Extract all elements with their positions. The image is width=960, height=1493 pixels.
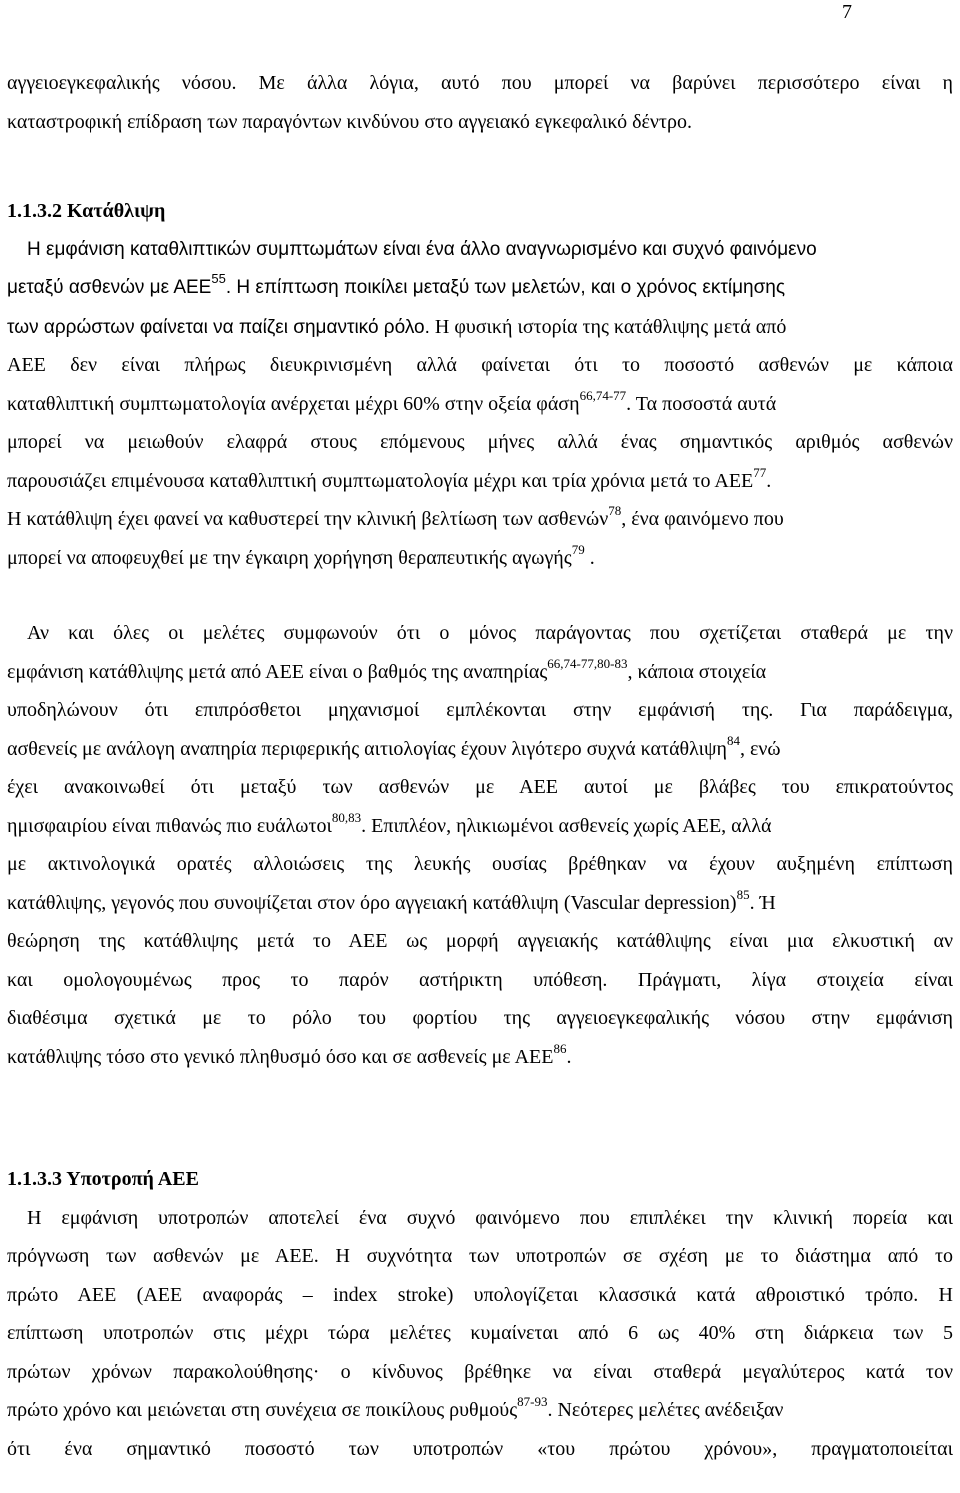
text-line: πρόγνωση των ασθενών με ΑΕΕ. Η συχνότητα των υποτροπών σε σχέση με το διάστημα από το [7, 1245, 953, 1267]
text-line: μπορεί να αποφευχθεί με την έγκαιρη χορήγηση θεραπευτικής αγωγής$^{79}$ . [7, 541, 595, 569]
text-line: πρώτων χρόνων παρακολούθησης· ο κίνδυνος βρέθηκε να είναι σταθερά μεγαλύτερος κατά τον [7, 1360, 953, 1383]
citation: 78 [608, 503, 622, 518]
citation: 80,83 [331, 809, 362, 825]
text-line: υποδηλώνουν ότι επιπρόσθετοι μηχανισμοί εμπλέκονται στην εμφάνισή της. Για παράδειγμα, [7, 699, 953, 721]
text-line: των αρρώστων φαίνεται να παίζει σημαντικό ρόλο. Η φυσική ιστορία της κατάθλιψης μετά από [7, 315, 787, 338]
text-line: ημισφαιρίου είναι πιθανώς πιο ευάλωτοι$^{80,83}$. Επιπλέον, ηλικιωμένοι ασθενείς χωρίς ΑΕΕ, αλλά [7, 809, 772, 837]
text-line: κατάθλιψης τόσο στο γενικό πληθυσμό όσο και σε ασθενείς με ΑΕΕ$^{86}$. [7, 1040, 572, 1068]
text-line: θεώρηση της κατάθλιψης μετά το ΑΕΕ ως μορφή αγγειακής κατάθλιψης είναι μια ελκυστική αν [7, 930, 953, 952]
text-line: ασθενείς με ανάλογη αναπηρία περιφερικής αιτιολογίας έχουν λιγότερο συχνά κατάθλιψη$^{84}$, ενώ [7, 732, 781, 760]
citation: 55 [211, 271, 226, 286]
text-line: έχει ανακοινωθεί ότι μεταξύ των ασθενών με ΑΕΕ αυτοί με βλάβες του επικρατούντος [7, 776, 953, 798]
text-line: Αν και όλες οι μελέτες συμφωνούν ότι ο μόνος παράγοντας που σχετίζεται σταθερά με την [27, 622, 953, 644]
section-heading: 1.1.3.3 Υποτροπή ΑΕΕ [7, 1168, 199, 1190]
citation: 86 [553, 1040, 567, 1056]
section-stroke-recurrence [7, 1160, 953, 1468]
citation: 85 [736, 886, 750, 902]
section-depression [7, 192, 953, 577]
paragraph-continuation [7, 64, 953, 141]
text-line: εμφάνιση κατάθλιψης μετά από ΑΕΕ είναι ο βαθμός της αναπηρίας$^{66,74-77,80-83}$, κάποια στοιχεία [7, 655, 767, 683]
citation: 66,74-77 [579, 387, 627, 403]
text-line: κατάθλιψης, γεγονός που συνοψίζεται στον όρο αγγειακή κατάθλιψη (Vascular depression)$^{85}$. Ή [7, 886, 776, 914]
citation: 87-93 [517, 1394, 548, 1409]
text-line: ΑΕΕ δεν είναι πλήρως διευκρινισμένη αλλά φαίνεται ότι το ποσοστό ασθενών με κάποια [7, 354, 953, 376]
section-heading: 1.1.3.2 Κατάθλιψη [7, 200, 166, 222]
text-line: με ακτινολογικά ορατές αλλοιώσεις της λευκής ουσίας βρέθηκαν να έχουν αυξημένη επίπτωση [7, 853, 953, 875]
text-line: παρουσιάζει επιμένουσα καταθλιπτική συμπτωματολογία μέχρι και τρία χρόνια μετά το ΑΕΕ$^{77}$. [7, 464, 772, 492]
text-line: καταθλιπτική συμπτωματολογία ανέρχεται μέχρι 60% στην οξεία φάση$^{66,74-77}$. Τα ποσοστά αυτά [7, 387, 777, 415]
citation: 77 [753, 464, 767, 480]
text-line: πρώτο ΑΕΕ (ΑΕΕ αναφοράς – index stroke) υπολογίζεται κλασσικά κατά αθροιστικό τρόπο. Η [7, 1283, 953, 1306]
text-line: Η εμφάνιση καταθλιπτικών συμπτωμάτων είναι ένα άλλο αναγνωρισμένο και συχνό φαινόμενο [27, 238, 817, 260]
text-line: μπορεί να μειωθούν ελαφρά στους επόμενους μήνες αλλά ένας σημαντικός αριθμός ασθενών [7, 431, 953, 453]
page-number: 7 [842, 1, 852, 23]
text-line: διαθέσιμα σχετικά με το ρόλο του φορτίου της αγγειοεγκεφαλικής νόσου στην εμφάνιση [7, 1007, 953, 1029]
text-line: πρώτο χρόνο και μειώνεται στη συνέχεια σε ποικίλους ρυθμούς$^{87-93}$. Νεότερες μελέτες ανέδειξαν [7, 1394, 784, 1421]
text-line: Η κατάθλιψη έχει φανεί να καθυστερεί την κλινική βελτίωση των ασθενών$^{78}$, ένα φαινόμενο που [7, 503, 784, 530]
citation: 66,74-77,80-83 [547, 655, 628, 671]
text-line: ότι ένα σημαντικό ποσοστό των υποτροπών «του πρώτου χρόνου», πραγματοποιείται [7, 1437, 953, 1460]
text-line: καταστροφική επίδραση των παραγόντων κινδύνου στο αγγειακό εγκεφαλικό δέντρο. [7, 110, 692, 133]
citation: 79 [571, 541, 585, 557]
paragraph-depression-factors [7, 614, 953, 1076]
citation: 84 [726, 732, 740, 748]
text-line: μεταξύ ασθενών με ΑΕΕ$^{55}$. Η επίπτωση ποικίλει μεταξύ των μελετών, και ο χρόνος εκτίμησης [7, 271, 786, 298]
text-line: αγγειοεγκεφαλικής νόσου. Με άλλα λόγια, αυτό που μπορεί να βαρύνει περισσότερο είναι η [7, 72, 953, 94]
text-line: και ομολογουμένως προς το παρόν αστήρικτη υπόθεση. Πράγματι, λίγα στοιχεία είναι [7, 968, 953, 991]
text-line: επίπτωση υποτροπών στις μέχρι τώρα μελέτες κυμαίνεται από 6 ως 40% στη διάρκεια των 5 [7, 1322, 953, 1344]
text-line: Η εμφάνιση υποτροπών αποτελεί ένα συχνό φαινόμενο που επιπλέκει την κλινική πορεία και [27, 1206, 953, 1229]
